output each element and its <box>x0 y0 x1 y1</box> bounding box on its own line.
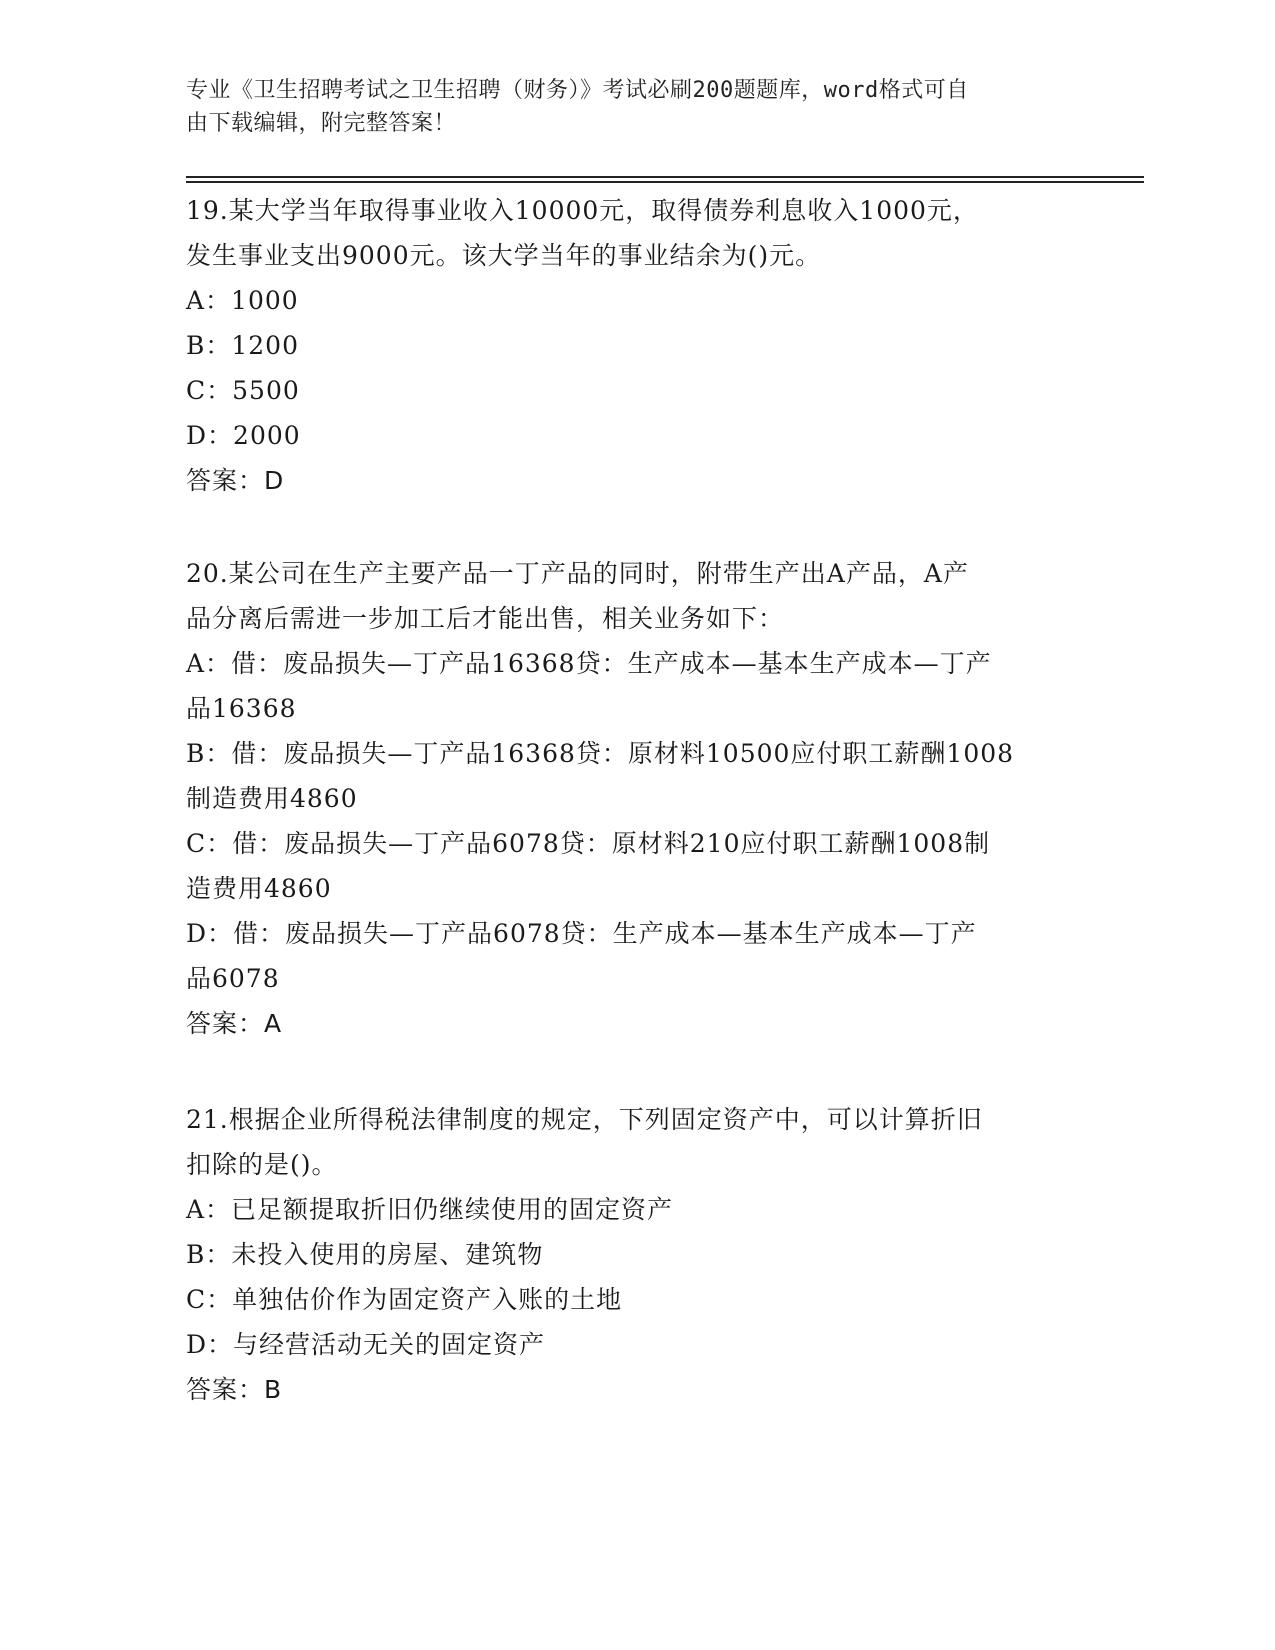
question-stem-line: 20.某公司在生产主要产品一丁产品的同时，附带生产出A产品，A产 <box>186 559 969 588</box>
header-divider-top <box>186 176 1144 178</box>
header-intro-line-2: 由下载编辑，附完整答案！ <box>186 111 457 136</box>
question-stem-line: 发生事业支出9000元。该大学当年的事业结余为()元。 <box>186 241 822 270</box>
question-stem-line: 21.根据企业所得税法律制度的规定，下列固定资产中，可以计算折旧 <box>186 1105 983 1134</box>
header-divider-bottom <box>186 181 1144 183</box>
option-d-continued: 品6078 <box>186 964 280 993</box>
option-d: D：借：废品损失—丁产品6078贷：生产成本—基本生产成本—丁产 <box>186 919 977 948</box>
option-c: C：借：废品损失—丁产品6078贷：原材料210应付职工薪酬1008制 <box>186 829 991 858</box>
option-a: A：1000 <box>186 286 299 315</box>
option-a-continued: 品16368 <box>186 694 297 723</box>
option-d: D：2000 <box>186 421 301 450</box>
question-stem-line: 19.某大学当年取得事业收入10000元，取得债券利息收入1000元， <box>186 196 979 225</box>
question-stem-line: 扣除的是()。 <box>186 1150 338 1179</box>
answer-label: 答案：B <box>186 1375 283 1404</box>
option-b-continued: 制造费用4860 <box>186 784 358 813</box>
question-stem-line: 品分离后需进一步加工后才能出售，相关业务如下： <box>186 604 785 633</box>
question-19 <box>186 188 1086 503</box>
question-21 <box>186 1097 1086 1412</box>
answer-label: 答案：A <box>186 1009 283 1038</box>
header-intro-line-1: 专业《卫生招聘考试之卫生招聘（财务）》考试必刷200题题库，word格式可自 <box>186 78 969 103</box>
option-c-continued: 造费用4860 <box>186 874 332 903</box>
option-c: C：单独估价作为固定资产入账的土地 <box>186 1285 623 1314</box>
option-a: A：借：废品损失—丁产品16368贷：生产成本—基本生产成本—丁产 <box>186 649 992 678</box>
document-header <box>186 74 1066 140</box>
question-20 <box>186 551 1086 1046</box>
answer-label: 答案：D <box>186 466 285 495</box>
option-c: C：5500 <box>186 376 300 405</box>
option-b: B：1200 <box>186 331 299 360</box>
option-b: B：借：废品损失—丁产品16368贷：原材料10500应付职工薪酬1008 <box>186 739 1015 768</box>
option-a: A：已足额提取折旧仍继续使用的固定资产 <box>186 1195 674 1224</box>
option-b: B：未投入使用的房屋、建筑物 <box>186 1240 544 1269</box>
option-d: D：与经营活动无关的固定资产 <box>186 1330 546 1359</box>
